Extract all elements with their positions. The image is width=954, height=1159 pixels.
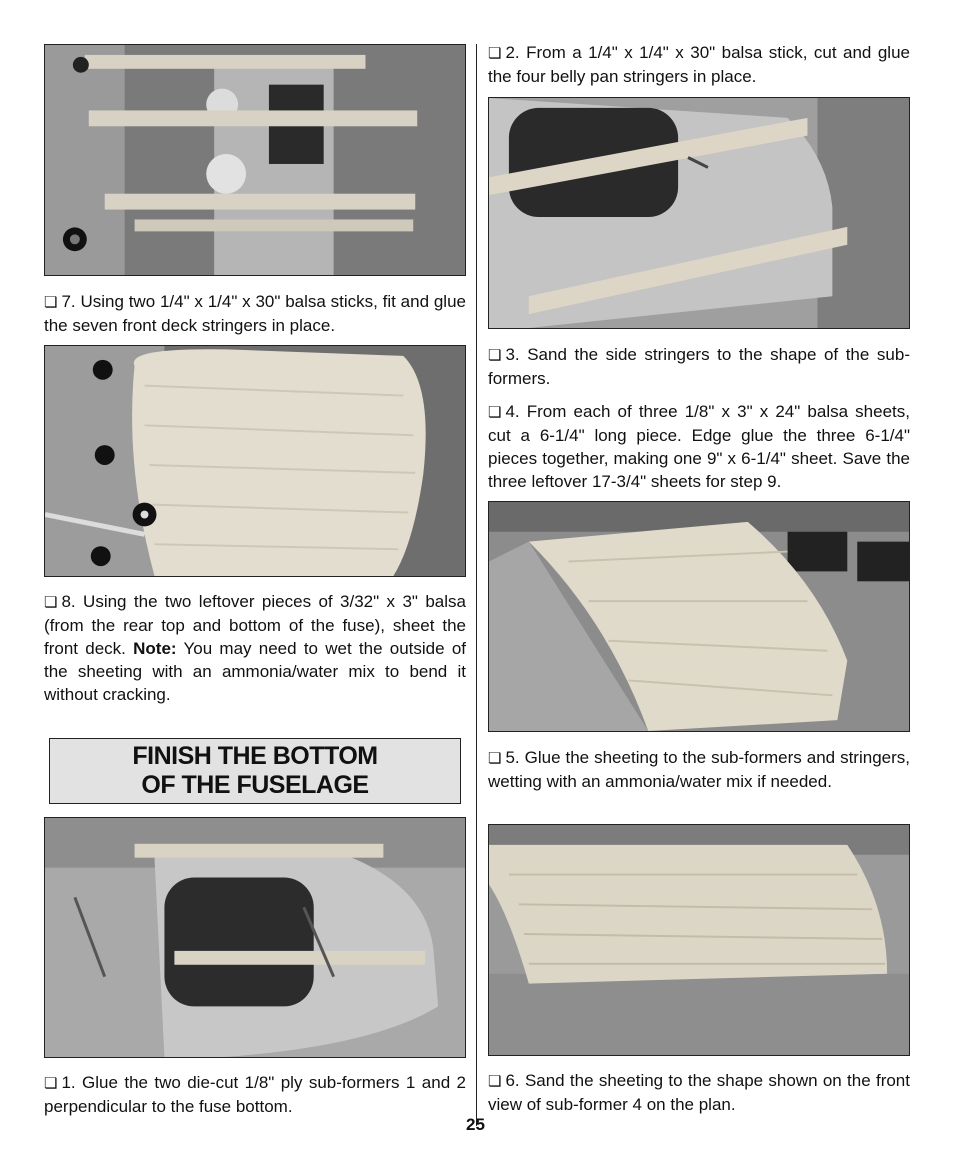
step-3-text	[488, 343, 910, 390]
step-6-number: 6.	[505, 1071, 520, 1090]
section-heading-box	[49, 738, 461, 804]
photo-belly-pan-stringers	[488, 97, 910, 329]
photo-sheeting-sanded	[488, 824, 910, 1056]
checkbox-icon[interactable]: ❏	[488, 1073, 502, 1090]
checkbox-icon[interactable]: ❏	[44, 1075, 58, 1092]
checkbox-icon[interactable]: ❏	[488, 45, 502, 62]
step-7-text	[44, 290, 466, 337]
photo-sheeting-glued	[488, 501, 910, 732]
step-1-body: Glue the two die-cut 1/8" ply sub-formers 1 and 2 perpendicular to the fuse bottom.	[44, 1073, 466, 1116]
section-title-line-1: FINISH THE BOTTOM	[132, 742, 378, 770]
page-number: 25	[466, 1115, 485, 1134]
step-4-number: 4.	[505, 402, 520, 421]
step-3-body: Sand the side stringers to the shape of the sub-formers.	[488, 345, 910, 388]
section-title-line-2: OF THE FUSELAGE	[141, 771, 369, 799]
step-8-text	[44, 590, 466, 706]
step-4-text	[488, 400, 910, 493]
step-8-number: 8.	[61, 592, 76, 611]
step-3-number: 3.	[505, 345, 520, 364]
checkbox-icon[interactable]: ❏	[44, 594, 58, 611]
step-1-text	[44, 1071, 466, 1118]
step-1-number: 1.	[61, 1073, 76, 1092]
step-6-text	[488, 1069, 910, 1116]
photo-front-deck-sheeted	[44, 345, 466, 577]
step-8-body: Using the two leftover pieces of 3/32" x 3" balsa (from the rear top and bottom of the fuse), sheet the front deck.	[44, 592, 466, 658]
step-8-note-label: Note:	[133, 639, 177, 658]
step-5-number: 5.	[505, 748, 520, 767]
step-5-text	[488, 746, 910, 793]
step-5-body: Glue the sheeting to the sub-formers and stringers, wetting with an ammonia/water mix if needed.	[488, 748, 910, 791]
checkbox-icon[interactable]: ❏	[488, 347, 502, 364]
step-7-number: 7.	[61, 292, 76, 311]
checkbox-icon[interactable]: ❏	[488, 750, 502, 767]
step-4-body: From each of three 1/8" x 3" x 24" balsa sheets, cut a 6-1/4" long piece. Edge glue the three 6-1/4" pieces together, making one 9" x 6-1/4" sheet. Save the three leftover 17-3/4" sheets for step 9.	[488, 402, 910, 491]
checkbox-icon[interactable]: ❏	[44, 294, 58, 311]
step-2-body: From a 1/4" x 1/4" x 30" balsa stick, cut and glue the four belly pan stringers in place.	[488, 43, 910, 86]
step-2-number: 2.	[505, 43, 520, 62]
step-7-body: Using two 1/4" x 1/4" x 30" balsa sticks, fit and glue the seven front deck stringers in place.	[44, 292, 466, 335]
step-2-text	[488, 41, 910, 88]
step-8-note: You may need to wet the outside of the sheeting with an ammonia/water mix to bend it without cracking.	[44, 639, 467, 704]
photo-front-deck-stringers	[44, 44, 466, 276]
step-6-body: Sand the sheeting to the shape shown on the front view of sub-former 4 on the plan.	[488, 1071, 910, 1114]
checkbox-icon[interactable]: ❏	[488, 404, 502, 421]
photo-sub-formers-1-2	[44, 817, 466, 1058]
column-divider	[476, 44, 477, 1126]
